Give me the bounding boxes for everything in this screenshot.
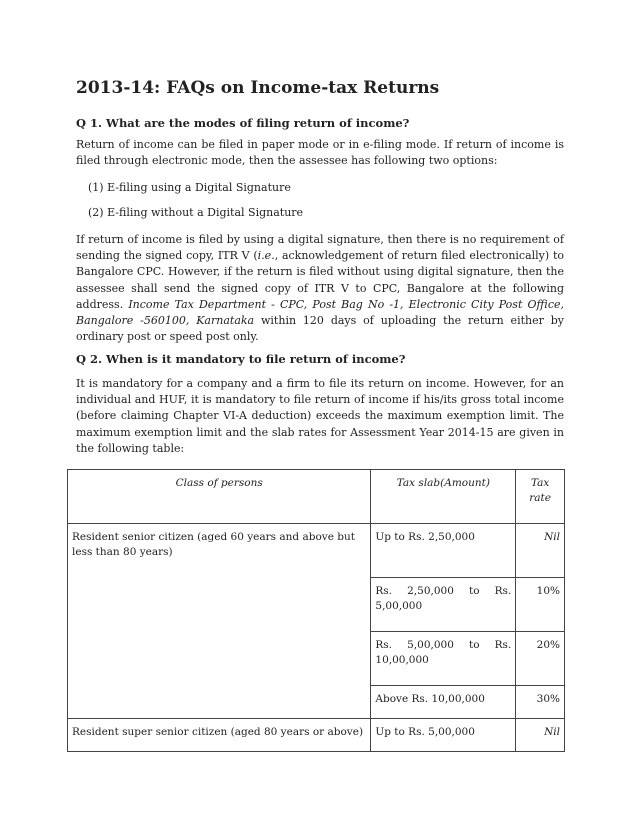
- slab-cell: Above Rs. 10,00,000: [371, 686, 516, 719]
- slab-cell: Up to Rs. 2,50,000: [371, 524, 516, 578]
- option-1: (1) E-filing using a Digital Signature: [88, 181, 291, 194]
- slab-cell: Up to Rs. 5,00,000: [371, 719, 516, 752]
- slab-line-1: Rs. 5,00,000 to Rs.: [375, 639, 512, 651]
- rate-nil: Nil: [544, 726, 560, 738]
- table-header-row: [68, 470, 565, 524]
- question-2: Q 2. When is it mandatory to file return of income?: [76, 352, 406, 366]
- page-title: 2013-14: FAQs on Income-tax Returns: [76, 78, 440, 98]
- q1-digital-signature-paragraph: [76, 232, 564, 345]
- rate-cell: 10%: [516, 578, 565, 632]
- question-1: Q 1. What are the modes of filing return of income?: [76, 116, 410, 130]
- slab-cell: [371, 578, 516, 632]
- header-tax-rate: Tax rate: [516, 470, 565, 524]
- header-tax-slab: Tax slab(Amount): [371, 470, 516, 524]
- rate-cell: [516, 719, 565, 752]
- slab-line-1: Rs. 2,50,000 to Rs.: [375, 585, 512, 597]
- para-text-1: If return of income is filed by using a digital signature, then there is no requirement of sending the signed copy, ITR V (: [76, 233, 564, 263]
- table-row: [68, 524, 565, 578]
- para-text-3: within 120 days of uploading the return either by ordinary post or speed post only.: [76, 314, 565, 344]
- slab-line-2: 5,00,000: [375, 600, 423, 612]
- rate-cell: 20%: [516, 632, 565, 686]
- cpc-address: Income Tax Department - CPC, Post Bag No -1, Electronic City Post Office, Bangalore -560100, Karnataka: [76, 297, 564, 328]
- tax-slab-table: [67, 469, 565, 752]
- header-class-of-persons: Class of persons: [68, 470, 371, 524]
- slab-cell: [371, 632, 516, 686]
- persons-super-senior-citizen: Resident super senior citizen (aged 80 years or above): [68, 719, 371, 752]
- option-2: (2) E-filing without a Digital Signature: [88, 206, 304, 219]
- q2-paragraph: It is mandatory for a company and a firm to file its return on income. However, for an individual and HUF, it is mandatory to file return of income if his/its gross total income (before claiming Chapter VI-A deduction) exceeds the maximum exemption limit. The maximum exemption limit and the slab rates for Assessment Year 2014-15 are given in the following table:: [76, 377, 564, 455]
- rate-nil: Nil: [544, 531, 560, 543]
- rate-cell: [516, 524, 565, 578]
- para-ie: i.e.: [257, 249, 275, 263]
- para-text-2: , acknowledgement of return filed electronically) to Bangalore CPC. However, if the return is filed without using digital signature, then the assessee shall send the signed copy of ITR V to CPC, Bangalore at the following address.: [76, 249, 564, 311]
- table-row: [68, 719, 565, 752]
- q1-intro-paragraph: Return of income can be filed in paper mode or in e-filing mode. If return of income is filed through electronic mode, then the assessee has following two options:: [76, 138, 564, 168]
- persons-senior-citizen: Resident senior citizen (aged 60 years and above but less than 80 years): [68, 524, 371, 719]
- slab-line-2: 10,00,000: [375, 654, 429, 666]
- rate-cell: 30%: [516, 686, 565, 719]
